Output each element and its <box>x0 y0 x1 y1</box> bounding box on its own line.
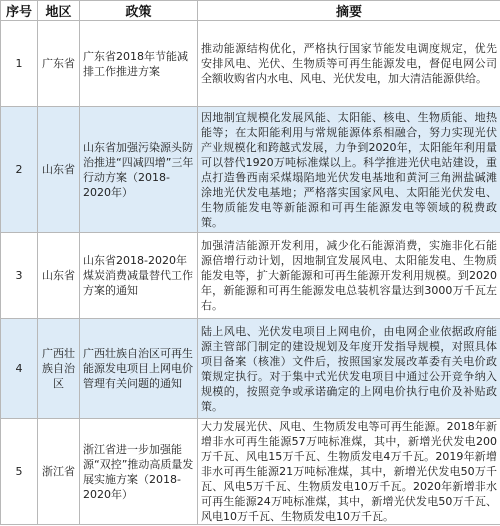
header-summary: 摘要 <box>198 1 500 21</box>
row-region: 广东省 <box>38 21 80 107</box>
row-region: 浙江省 <box>38 419 80 525</box>
row-region: 山东省 <box>38 233 80 319</box>
row-policy: 广西壮族自治区可再生能源发电项目上网电价管理有关问题的通知 <box>80 319 198 419</box>
row-policy: 山东省加强污染源头防治推进“四减四增”三年行动方案（2018-2020年） <box>80 107 198 233</box>
row-index: 1 <box>1 21 38 107</box>
header-index: 序号 <box>1 1 38 21</box>
row-index: 4 <box>1 319 38 419</box>
table-row <box>1 233 500 319</box>
row-index: 3 <box>1 233 38 319</box>
header-policy: 政策 <box>80 1 198 21</box>
row-summary: 因地制宜规模化发展风能、太阳能、核电、生物质能、地热能等；在太阳能利用与常规能源体系相融合，努力实现光伏产业规模化和跨越式发展，力争到2020年，太阳能年利用量可以替代1920万吨标准煤以上。科学推进光伏电站建设，重点打造鲁西南采煤塌陷地光伏发电基地和黄河三角洲盐碱滩涂地光伏发电基地；严格落实国家风电、太阳能光伏发电、生物质能发电等新能源和可再生能源发电等领域的税费政策。 <box>198 107 500 233</box>
table-row <box>1 419 500 525</box>
row-summary: 大力发展光伏、风电、生物质发电等可再生能源。2018年新增非水可再生能源57万吨标准煤，其中，新增光伏发电200万千瓦、风电15万千瓦、生物质发电4万千瓦。2019年新增非水可再生能源21万吨标准煤，其中，新增光伏发电50万千瓦、风电5万千瓦、生物质发电10万千瓦。2020年新增非水可再生能源24万吨标准煤，其中，新增光伏发电50万千瓦、风电10万千瓦、生物质发电10万千瓦。 <box>198 419 500 525</box>
row-summary: 推动能源结构优化，严格执行国家节能发电调度规定，优先安排风电、光伏、生物质等可再生能源发电，督促电网公司全额收购省内水电、风电、光伏发电，加大清洁能源供给。 <box>198 21 500 107</box>
row-index: 5 <box>1 419 38 525</box>
row-policy: 山东省2018-2020年煤炭消费减量替代工作方案的通知 <box>80 233 198 319</box>
row-summary: 加强清洁能源开发利用，减少化石能源消费，实施非化石能源倍增行动计划，因地制宜发展风电、太阳能发电、生物质能发电等，扩大新能源和可再生能源开发利用规模。到2020年，新能源和可再生能源发电总装机容量达到3000万千瓦左右。 <box>198 233 500 319</box>
table-header-row <box>1 1 500 21</box>
row-index: 2 <box>1 107 38 233</box>
table-row <box>1 319 500 419</box>
table-row <box>1 107 500 233</box>
row-summary: 陆上风电、光伏发电项目上网电价，由电网企业依据政府能源主管部门制定的建设规划及年度开发指导规模，对照具体项目备案（核准）文件后，按照国家发展改革委有关电价政策规定执行。对于集中式光伏发电项目中通过公开竞争纳入规模的，按照竞争或承诺确定的上网电价执行电价及补贴政策。 <box>198 319 500 419</box>
table-row <box>1 21 500 107</box>
header-region: 地区 <box>38 1 80 21</box>
row-region: 广西壮族自治区 <box>38 319 80 419</box>
row-policy: 浙江省进一步加强能源“双控”推动高质量发展实施方案（2018-2020年） <box>80 419 198 525</box>
row-region: 山东省 <box>38 107 80 233</box>
row-policy: 广东省2018年节能减排工作推进方案 <box>80 21 198 107</box>
